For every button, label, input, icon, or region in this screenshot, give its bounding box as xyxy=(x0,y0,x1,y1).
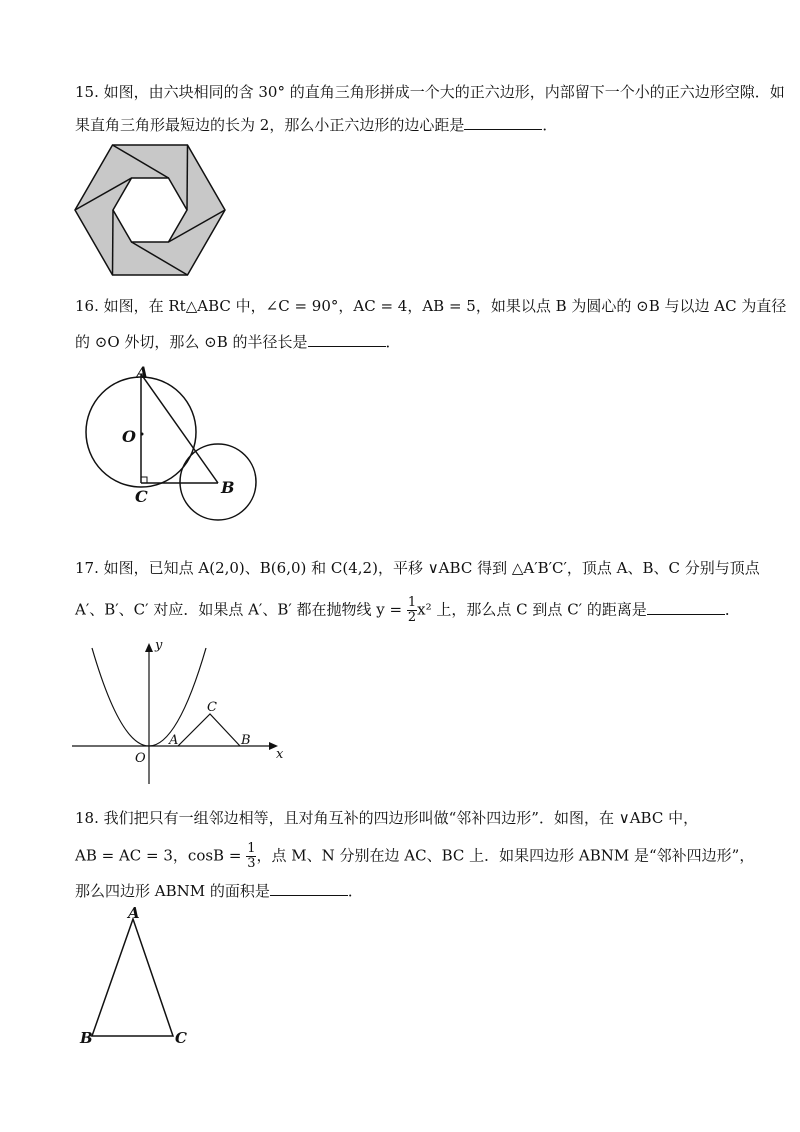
q17-answer-blank xyxy=(647,599,725,615)
triangle-abc xyxy=(178,714,240,746)
segment-ab xyxy=(141,374,218,483)
q16-text-2-end: ． xyxy=(385,333,401,351)
q18-line-1 xyxy=(75,808,698,828)
right-angle-mark xyxy=(141,477,147,483)
q15-line-1 xyxy=(75,82,785,102)
q16-line-1 xyxy=(75,296,786,316)
q18-line-3 xyxy=(75,880,363,901)
q17-text-2b: x² 上，那么点 C 到点 C′ 的距离是 xyxy=(417,600,647,619)
hex-seam-1 xyxy=(187,145,188,210)
q15-text-2-end: ． xyxy=(542,116,558,134)
label-c: C xyxy=(135,487,148,506)
label-y: y xyxy=(155,638,163,653)
q17-line-2 xyxy=(75,596,740,625)
q15-answer-blank xyxy=(464,114,542,130)
q17-frac-den: 2 xyxy=(407,610,417,625)
q18-text-3: 那么四边形 ABNM 的面积是 xyxy=(75,882,270,900)
q17-frac-num: 1 xyxy=(407,595,417,610)
label-o: O xyxy=(122,427,136,446)
q16-answer-blank xyxy=(308,331,386,347)
q18-text-2a: AB = AC = 3，cosB = xyxy=(75,846,242,865)
label-c: C xyxy=(175,1029,187,1047)
label-origin: O xyxy=(135,751,146,766)
q17-text-2-end: ． xyxy=(724,600,740,619)
q18-triangle-figure xyxy=(76,905,206,1045)
hex-seam-4 xyxy=(113,210,114,275)
q16-circles-figure xyxy=(80,362,280,512)
label-a: A xyxy=(169,733,179,748)
q16-line-2 xyxy=(75,331,401,352)
y-axis-arrow xyxy=(145,643,153,652)
label-a: A xyxy=(136,363,149,382)
label-b: B xyxy=(221,478,235,497)
q17-line-1 xyxy=(75,558,760,578)
q15-line-2 xyxy=(75,114,557,135)
q18-line-2 xyxy=(75,842,754,871)
q15-text-1: 15. 如图，由六块相同的含 30° 的直角三角形拼成一个大的正六边形，内部留下一个小的正六边形空隙．如 xyxy=(75,83,785,101)
q18-frac-num: 1 xyxy=(247,841,256,856)
q17-fraction xyxy=(407,596,417,625)
label-x: x xyxy=(276,747,284,762)
q18-text-2b: ，点 M、N 分别在边 AC、BC 上．如果四边形 ABNM 是“邻补四边形”， xyxy=(256,846,755,865)
label-b: B xyxy=(80,1029,93,1047)
q18-fraction xyxy=(246,842,256,871)
q18-text-3-end: ． xyxy=(347,882,363,900)
q18-text-1: 18. 我们把只有一组邻边相等，且对角互补的四边形叫做“邻补四边形”．如图，在 ∨ABC 中， xyxy=(75,809,699,827)
q18-frac-den: 3 xyxy=(247,856,256,871)
label-a: A xyxy=(128,904,140,922)
q15-text-2: 果直角三角形最短边的长为 2，那么小正六边形的边心距是 xyxy=(75,116,465,134)
q15-hexagon-figure xyxy=(70,140,230,280)
q17-text-2a: A′、B′、C′ 对应．如果点 A′、B′ 都在抛物线 y = xyxy=(75,600,403,619)
q16-text-2: 的 ⊙O 外切，那么 ⊙B 的半径长是 xyxy=(75,333,308,351)
label-c: C xyxy=(207,700,217,715)
q16-text-1: 16. 如图，在 Rt△ABC 中，∠C = 90°，AC = 4，AB = 5，如果以点 B 为圆心的 ⊙B 与以边 AC 为直径 xyxy=(75,297,787,315)
q18-answer-blank xyxy=(270,880,348,896)
center-o-dot xyxy=(141,433,144,436)
triangle-abc xyxy=(92,919,173,1036)
q17-text-1: 17. 如图，已知点 A(2,0)、B(6,0) 和 C(4,2)，平移 ∨ABC 得到 △A′B′C′，顶点 A、B、C 分别与顶点 xyxy=(75,559,760,577)
label-b: B xyxy=(241,733,251,748)
q17-parabola-figure xyxy=(70,634,290,784)
